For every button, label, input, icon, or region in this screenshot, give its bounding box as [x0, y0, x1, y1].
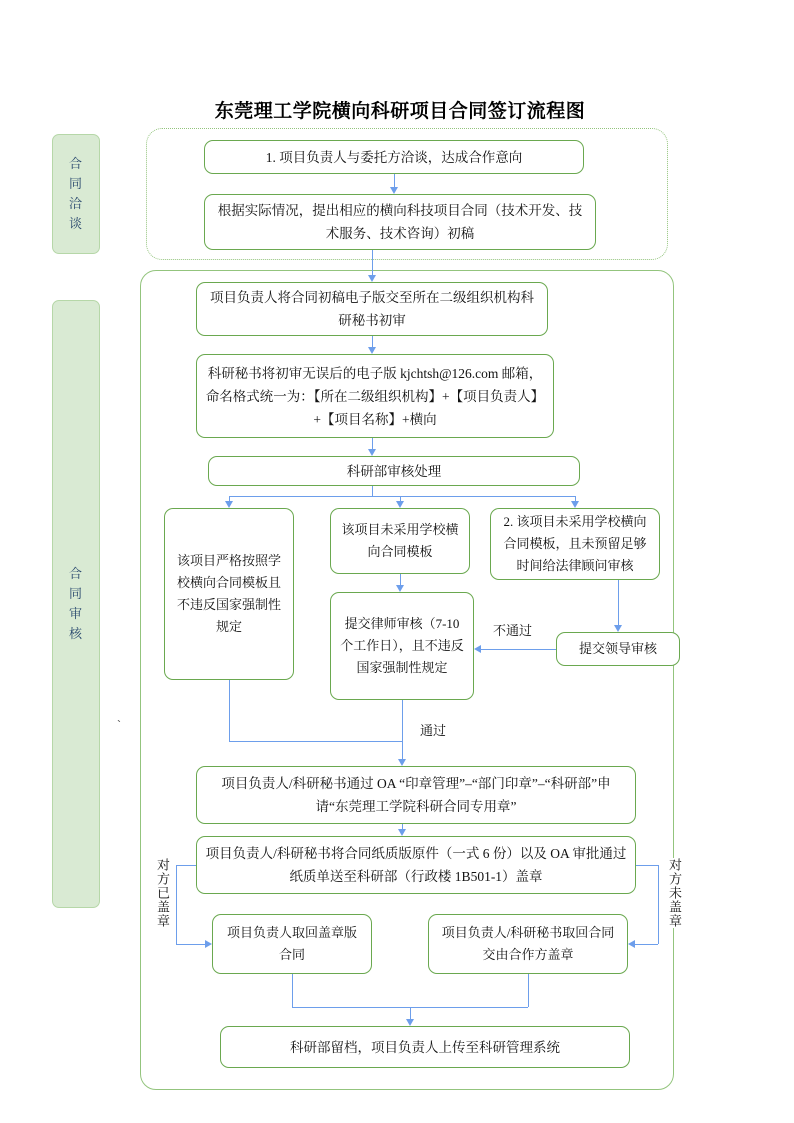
- node-negotiate-intent: 1. 项目负责人与委托方洽谈，达成合作意向: [204, 140, 584, 174]
- arrow-final: [406, 1019, 414, 1026]
- phase-review-text: 合同审核: [68, 566, 83, 641]
- arrow-left-to-n13: [205, 940, 212, 948]
- connector-right-to-n14: [635, 944, 658, 945]
- connector-n12-right: [636, 865, 658, 866]
- connector-n7-n9: [400, 574, 401, 585]
- arrow-n3-n4: [368, 347, 376, 354]
- connector-merge-bus: [229, 741, 402, 742]
- node-not-use-template: 该项目未采用学校横向合同模板: [330, 508, 470, 574]
- node-submit-paper-copies: 项目负责人/科研秘书将合同纸质版原件（一式 6 份）以及 OA 审批通过纸质单送至科研部（行政楼 1B501-1）盖章: [196, 836, 636, 894]
- node-no-time-for-lawyer: 2. 该项目未采用学校横向合同模板，且未预留足够时间给法律顾问审核: [490, 508, 660, 580]
- edge-label-unstamped: 对方未盖章: [664, 858, 684, 928]
- connector-n8-n10: [618, 580, 619, 625]
- node-draft-contract: 根据实际情况，提出相应的横向科技项目合同（技术开发、技术服务、技术咨询）初稿: [204, 194, 596, 250]
- arrow-n11-n12: [398, 829, 406, 836]
- arrow-n9-n11: [398, 759, 406, 766]
- node-send-to-partner-stamp: 项目负责人/科研秘书取回合同交由合作方盖章: [428, 914, 628, 974]
- node-secretary-first-review: 项目负责人将合同初稿电子版交至所在二级组织机构科研秘书初审: [196, 282, 548, 336]
- connector-n3-n4: [372, 336, 373, 347]
- connector-n1-n2: [394, 174, 395, 187]
- connector-right-down: [658, 865, 659, 944]
- connector-n5-bus-stem: [372, 486, 373, 496]
- phase-label-negotiation: [52, 134, 100, 254]
- connector-n12-left: [176, 865, 196, 866]
- node-leader-review: 提交领导审核: [556, 632, 680, 666]
- connector-final-stem: [410, 1007, 411, 1019]
- connector-n13-down: [292, 974, 293, 1007]
- edge-label-reject: 不通过: [491, 620, 534, 639]
- arrow-bus-left: [225, 501, 233, 508]
- node-send-email: 科研秘书将初审无误后的电子版 kjchtsh@126.com 邮箱，命名格式统一为：【所在二级组织机构】+【项目负责人】+【项目名称】+横向: [196, 354, 554, 438]
- arrow-bus-mid: [396, 501, 404, 508]
- node-strict-template: 该项目严格按照学校横向合同模板且不违反国家强制性规定: [164, 508, 294, 680]
- arrow-n7-n9: [396, 585, 404, 592]
- arrow-right-to-n14: [628, 940, 635, 948]
- node-oa-seal-application: 项目负责人/科研秘书通过 OA “印章管理”–“部门印章”–“科研部”申请“东莞理工学院科研合同专用章”: [196, 766, 636, 824]
- connector-n6-down: [229, 680, 230, 741]
- arrow-n4-n5: [368, 449, 376, 456]
- node-lawyer-review: 提交律师审核（7-10 个工作日），且不违反国家强制性规定: [330, 592, 474, 700]
- arrow-n10-n9: [474, 645, 481, 653]
- arrow-n2-n3: [368, 275, 376, 282]
- node-research-dept-review: 科研部审核处理: [208, 456, 580, 486]
- edge-label-pass: 通过: [418, 720, 448, 739]
- connector-n10-n9: [481, 649, 556, 650]
- arrow-n1-n2: [390, 187, 398, 194]
- connector-n5-bus: [229, 496, 576, 497]
- connector-left-to-n13: [176, 944, 205, 945]
- node-retrieve-stamped-contract: 项目负责人取回盖章版合同: [212, 914, 372, 974]
- connector-n2-n3: [372, 250, 373, 275]
- stray-mark: `: [117, 718, 121, 732]
- phase-label-review: [52, 300, 100, 908]
- connector-n9-down: [402, 700, 403, 759]
- phase-negotiation-text: 合同洽谈: [68, 156, 83, 231]
- connector-n14-down: [528, 974, 529, 1007]
- node-archive-upload: 科研部留档，项目负责人上传至科研管理系统: [220, 1026, 630, 1068]
- arrow-n8-n10: [614, 625, 622, 632]
- page-title: 东莞理工学院横向科研项目合同签订流程图: [214, 101, 586, 122]
- connector-left-down: [176, 865, 177, 944]
- edge-label-stamped: 对方已盖章: [152, 858, 172, 928]
- connector-n4-n5: [372, 438, 373, 449]
- arrow-bus-right: [571, 501, 579, 508]
